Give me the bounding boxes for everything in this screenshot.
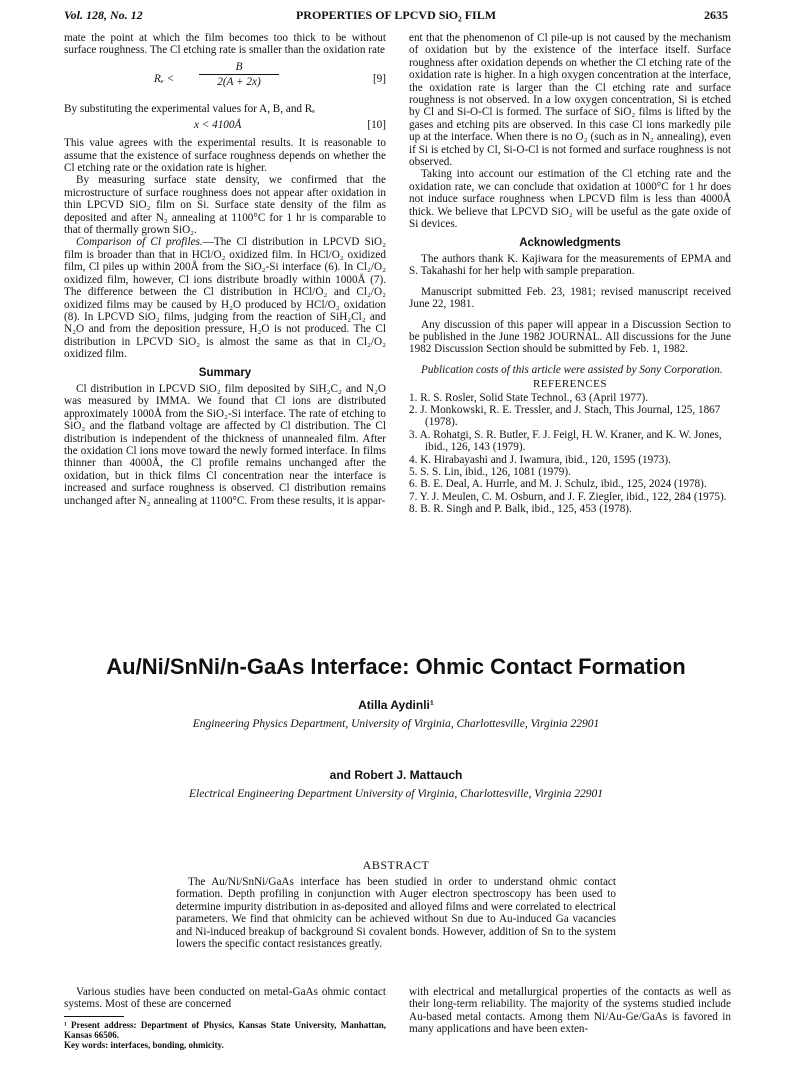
paragraph: ent that the phenomenon of Cl pile-up is not caused by the mechanism of oxidation but by the existence of the interface itself. Surface roughness after oxidation depends on whether the Cl etching rate of the oxidation rate is higher. In a high oxygen concentration at the interface, the oxidation rate is larger than the Cl etching rate and surface roughness is not observed. In a low oxygen concentration, Si is etched by Cl and Si-O-Cl is formed. The surface of SiO₂ films is lifted by the gases and etching pits are observed. In this case Cl ions markedly pile up at the interface. When there is no O₂ (such as in N₂ annealing), even if Si is etched by Cl, Si-O-Cl is not formed and surface roughness is not observed. — [409, 32, 731, 169]
page-number: 2635 — [704, 8, 728, 22]
reference-item: 4. K. Hirabayashi and J. Iwamura, ibid., 120, 1595 (1973). — [409, 453, 671, 466]
equation-number: [10] — [367, 119, 386, 132]
equation-number: [9] — [372, 72, 386, 85]
author-affiliation: Engineering Physics Department, University of Virginia, Charlottesville, Virginia 22901 — [192, 718, 600, 730]
author-affiliation: Electrical Engineering Department University of Virginia, Charlottesville, Virginia 22901 — [189, 788, 603, 800]
reference-item: 2. J. Monkowski, R. E. Tressler, and J. Stach, This Journal, 125, 1867 (1978). — [409, 403, 721, 429]
equation-numerator: B — [199, 61, 279, 75]
summary-heading: Summary — [198, 366, 252, 379]
footnote: ¹ Present address: Department of Physics, Kansas State University, Manhattan, Kansas 66506. — [64, 1019, 386, 1040]
paragraph: This value agrees with the experimental results. It is reasonable to assume that the existence of surface roughness depends on whether the Cl etching rate or the oxidation rate is higher. — [64, 137, 386, 175]
summary-text: Cl distribution in LPCVD SiO₂ film deposited by SiH₂C₂ and N₂O was measured by IMMA. We found that Cl ions are distributed approximately 1000Å from the SiO₂-Si interface. The rate of etching to SiO₂ and the flatband voltage are affected by Cl distribution. The Cl distribution is independent of the thickness of unannealed film. After the oxidation Cl ions move toward the newly formed interface. In films thinner than 4000Å, the Cl profile remains unchanged after the oxidation, but in thick films Cl concentration near the interface is increased and surface roughness is observed. Cl distribution remains unchanged after N₂ annealing at 1100°C. From these results, it is appar- — [64, 382, 386, 507]
reference-item: 8. B. R. Singh and P. Balk, ibid., 125, 453 (1978). — [409, 503, 632, 516]
references-heading: REFERENCES — [532, 378, 608, 391]
run-in-heading: Comparison of Cl profiles. — [76, 236, 203, 249]
keywords: Key words: interfaces, bonding, ohmicity. — [64, 1039, 224, 1050]
equation-expression: x < 4100Å — [194, 119, 242, 132]
equation-denominator: 2(A + 2x) — [217, 76, 261, 89]
right-column — [409, 32, 731, 516]
running-header — [64, 8, 728, 24]
equation-10 — [64, 117, 386, 135]
discussion-note: Any discussion of this paper will appear in a Discussion Section to be published in the June 1982 JOURNAL. All discussions for the June 1982 Discussion Section should be submitted by Feb. 1, 1982. — [409, 318, 731, 356]
paragraph: By measuring surface state density, we confirmed that the microstructure of surface roughness does not appear after oxidation in thin LPCVD SiO₂ film on Si. Surface state density of the film as deposited and after N₂ annealing at 1100°C for 1 hr is comparable to that of thermally grown SiO₂. — [64, 174, 386, 237]
paragraph: with electrical and metallurgical properties of the contacts as well as their long-term reliability. The majority of the systems studied include Au-based metal contacts. Among them Ni/Au-Ge/GaAs is favored in many applications and have been exten- — [409, 986, 731, 1036]
paragraph — [64, 236, 386, 360]
paragraph: Taking into account our estimation of the Cl etching rate and the oxidation rate, we can conclude that oxidation at 1000°C for 1 hr does not induce surface roughness when LPCVD film is less than 4000Å thick. We believe that LPCVD SiO₂ will be useful as the gate oxide of Si devices. — [409, 168, 731, 231]
volume-label: Vol. 128, No. 12 — [64, 8, 143, 22]
paragraph: mate the point at which the film becomes too thick to be without surface roughness. The Cl etching rate is smaller than the oxidation rate — [64, 32, 386, 57]
intro-left — [64, 986, 386, 1050]
equation-9 — [64, 61, 386, 101]
running-title: PROPERTIES OF LPCVD SiO₂ FILM — [295, 8, 497, 22]
reference-item: 7. Y. J. Meulen, C. M. Osburn, and J. F. Ziegler, ibid., 122, 284 (1975). — [409, 490, 727, 503]
paragraph: Various studies have been conducted on metal-GaAs ohmic contact systems. Most of these are concerned — [64, 986, 386, 1011]
manuscript-note: Manuscript submitted Feb. 23, 1981; revised manuscript received June 22, 1981. — [409, 285, 731, 311]
intro-right — [409, 986, 731, 1036]
references-list — [409, 392, 731, 516]
acknowledgments-heading: Acknowledgments — [519, 236, 621, 249]
equation-lhs: Rₑ < — [154, 72, 175, 85]
article-title: Au/Ni/SnNi/n-GaAs Interface: Ohmic Contact Formation — [106, 654, 686, 679]
reference-item: 6. B. E. Deal, A. Hurrle, and M. J. Schulz, ibid., 125, 2024 (1978). — [409, 478, 707, 491]
acknowledgments-text: The authors thank K. Kajiwara for the measurements of EPMA and S. Takahashi for her help with sample preparation. — [409, 252, 731, 278]
reference-item: 5. S. S. Lin, ibid., 126, 1081 (1979). — [409, 466, 571, 478]
paragraph-text: —The Cl distribution in LPCVD SiO₂ film is broader than that in HCl/O₂ oxidized film. In HCl/O₂ oxidized film, Cl piles up within 200Å from the SiO₂-Si interface (6). In Cl₂/O₂ oxidized film, however, Cl ions distribute broadly within 1000Å (7). The difference between the Cl distribution in HCl/O₂ and Cl₂/O₂ oxidized films may be caused by H₂O produced by HCl/O₂ oxidation (8). In LPCVD SiO₂ films, judging from the reaction of SiH₂Cl₂ and N₂O and from the deposition pressure, H₂O is not produced. The Cl distribution in LPCVD SiO₂ is almost the same as that in Cl₂/O₂ oxidized film. — [64, 236, 386, 361]
footnote-rule — [64, 1016, 124, 1017]
author-name: Atilla Aydinli¹ — [358, 698, 434, 712]
reference-item: 3. A. Rohatgi, S. R. Butler, F. J. Feigl, H. W. Kraner, and K. W. Jones, ibid., 126, 143 (1979). — [409, 428, 722, 454]
author-name: and Robert J. Mattauch — [329, 768, 463, 782]
reference-item: 1. R. S. Rosler, Solid State Technol., 63 (April 1977). — [409, 391, 649, 404]
abstract-text: The Au/Ni/SnNi/GaAs interface has been studied in order to understand ohmic contact formation. Depth profiling in conjunction with Auger electron spectroscopy has been used to determine impurity distribution in as-deposited and alloyed films and were correlated to electrical parameters. We find that ohmicity can be achieved without Sn due to Au-induced Ga vacancies and Ni-induced breakup of background Si covalent bonds. However, addition of Sn to the system lowers the specific contact resistances greatly. — [176, 876, 616, 951]
paragraph: By substituting the experimental values for A, B, and Rₑ — [64, 102, 316, 115]
equation-fraction — [199, 61, 279, 89]
publication-note: Publication costs of this article were assisted by Sony Corporation. — [421, 363, 723, 376]
abstract-heading: ABSTRACT — [362, 858, 430, 872]
left-column — [64, 32, 386, 507]
